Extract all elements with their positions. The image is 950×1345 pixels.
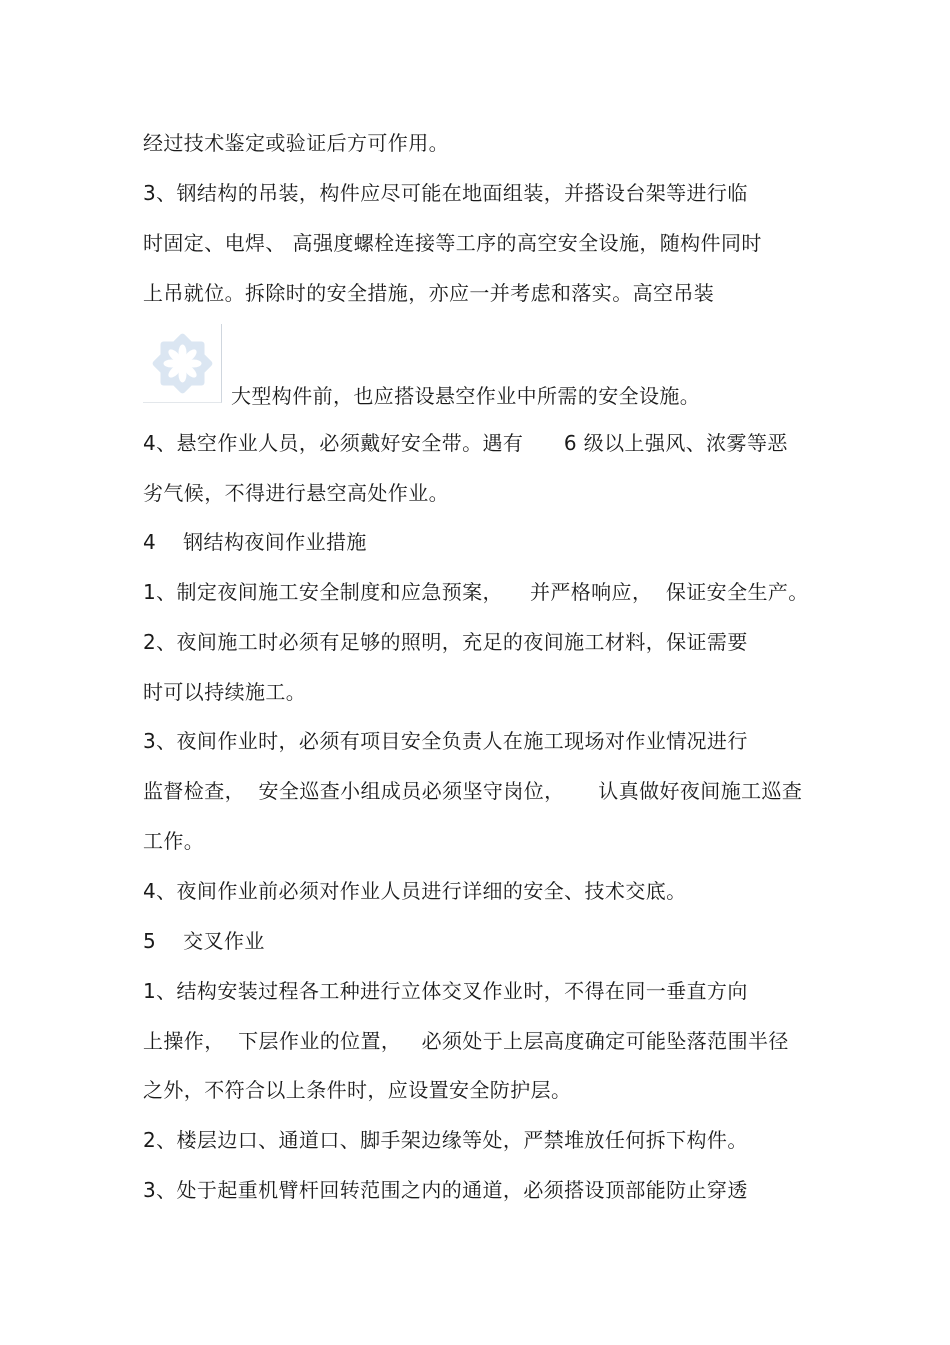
text-line: 3、钢结构的吊装，构件应尽可能在地面组装，并搭设台架等进行临 xyxy=(143,181,748,205)
text-line: 4、夜间作业前必须对作业人员进行详细的安全、技术交底。 xyxy=(143,879,687,903)
text-line: 上操作， 下层作业的位置， 必须处于上层高度确定可能坠落范围半径 xyxy=(143,1029,789,1053)
text-line: 大型构件前，也应搭设悬空作业中所需的安全设施。 xyxy=(231,384,701,408)
text-line: 3、处于起重机臂杆回转范围之内的通道，必须搭设顶部能防止穿透 xyxy=(143,1178,748,1202)
text-line: 2、楼层边口、通道口、脚手架边缘等处，严禁堆放任何拆下构件。 xyxy=(143,1128,748,1152)
text-line: 劣气候，不得进行悬空高处作业。 xyxy=(143,481,449,505)
section-heading: 5 交叉作业 xyxy=(143,929,265,953)
text-line: 之外，不符合以上条件时，应设置安全防护层。 xyxy=(143,1078,572,1102)
watermark-logo-icon xyxy=(143,324,222,403)
text-line: 上吊就位。拆除时的安全措施，亦应一并考虑和落实。高空吊装 xyxy=(143,281,715,305)
text-line: 1、制定夜间施工安全制度和应急预案， 并严格响应， 保证安全生产。 xyxy=(143,580,809,604)
text-line: 4、悬空作业人员，必须戴好安全带。遇有 6 级以上强风、浓雾等恶 xyxy=(143,431,788,455)
text-line: 监督检查， 安全巡查小组成员必须坚守岗位， 认真做好夜间施工巡查 xyxy=(143,779,803,803)
text-line: 1、结构安装过程各工种进行立体交叉作业时，不得在同一垂直方向 xyxy=(143,979,748,1003)
text-line: 2、夜间施工时必须有足够的照明，充足的夜间施工材料，保证需要 xyxy=(143,630,748,654)
text-line: 3、夜间作业时，必须有项目安全负责人在施工现场对作业情况进行 xyxy=(143,729,748,753)
text-line: 时可以持续施工。 xyxy=(143,680,307,704)
text-line: 经过技术鉴定或验证后方可作用。 xyxy=(143,131,449,155)
section-heading: 4 钢结构夜间作业措施 xyxy=(143,530,367,554)
text-line: 工作。 xyxy=(143,829,205,853)
text-line: 时固定、电焊、 高强度螺栓连接等工序的高空安全设施，随构件同时 xyxy=(143,231,762,255)
